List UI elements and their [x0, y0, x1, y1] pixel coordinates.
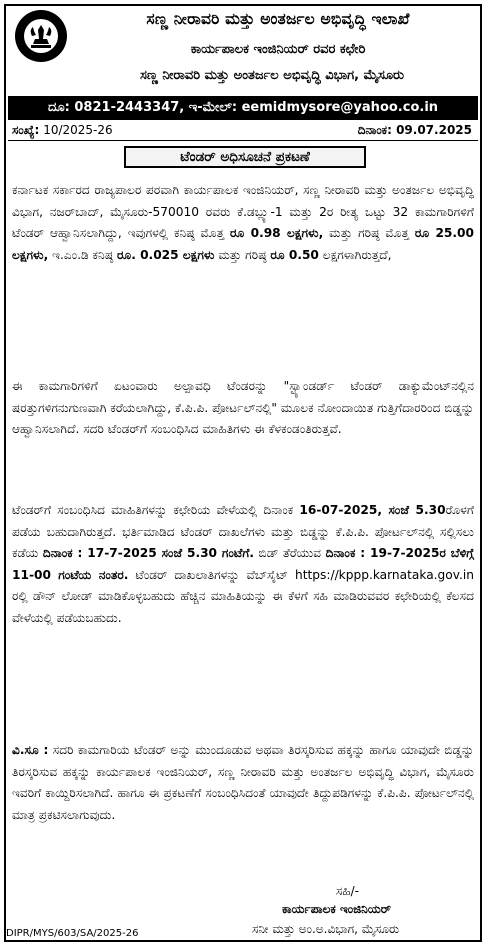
reference-line [8, 120, 478, 141]
contact-bar: ದೂ: 0821-2443347, ಇ-ಮೇಲ್: eemidmysore@yahoo.co.in [8, 96, 478, 120]
reference-date: ದಿನಾಂಕ: 09.07.2025 [357, 123, 472, 137]
signature-sd: ಸಹಿ/- [336, 884, 359, 898]
dipr-reference: DIPR/MYS/603/SA/2025-26 [6, 928, 139, 939]
notice-title: ಟೆಂಡರ್ ಅಧಿಸೂಚನೆ ಪ್ರಕಟಣೆ [124, 146, 366, 168]
reference-number: ಸಂಖ್ಯೆ: 10/2025-26 [12, 123, 113, 137]
paragraph-note: ವಿ.ಸೂ : ಸದರಿ ಕಾಮಗಾರಿಯ ಟೆಂಡರ್ ಅನ್ನು ಮುಂದೂಡುವ ಅಥವಾ ತಿರಸ್ಕರಿಸುವ ಹಕ್ಕನ್ನು ಹಾಗೂ ಯಾವುದೇ ಬಿಡ್ಡನ್ನು ತಿರಸ್ಕರಿಸುವ ಹಕ್ಕನ್ನು ಕಾರ್ಯಪಾಲಕ ಇಂಜಿನಿಯರ್, ಸಣ್ಣ ನೀರಾವರಿ ಮತ್ತು ಅಂತರ್ಜಲ ಅಭಿವೃದ್ಧಿ ವಿಭಾಗ, ಮೈಸೂರು ಇವರಿಗೆ ಕಾಯ್ದಿರಿಸಲಾಗಿದೆ. ಹಾಗೂ ಈ ಪ್ರಕಟಣೆಗೆ ಸಂಬಂಧಿಸಿದಂತೆ ಯಾವುದೇ ತಿದ್ದುಪಡಿಗಳನ್ನು ಕೆ.ಪಿ.ಪಿ. ಪೋರ್ಟಲ್‌ನಲ್ಲಿ ಮಾತ್ರ ಪ್ರಕಟಿಸಲಾಗುವುದು. [12, 743, 474, 822]
signature-office: ಸನೀ ಮತ್ತು ಅಂ.ಅ.ವಿಭಾಗ, ಮೈಸೂರು [252, 922, 400, 936]
paragraph-tender-intro: ಕರ್ನಾಟಕ ಸರ್ಕಾರದ ರಾಜ್ಯಪಾಲರ ಪರವಾಗಿ ಕಾರ್ಯಪಾಲಕ ಇಂಜಿನಿಯರ್, ಸಣ್ಣ ನೀರಾವರಿ ಮತ್ತು ಅಂತರ್ಜಲ ಅಭಿವೃದ್ಧಿ ವಿಭಾಗ, ನಜರ್‌ಬಾದ್, ಮೈಸೂರು-570010 ರವರು ಕೆ.ಡಬ್ಲ್ಯು-1 ಮತ್ತು 2ರ ರೀತ್ಯ ಒಟ್ಟು 32 ಕಾಮಗಾರಿಗಳಿಗೆ ಟೆಂಡರ್ ಆಹ್ವಾನಿಸಲಾಗಿದ್ದು, ಇವುಗಳಲ್ಲಿ ಕನಿಷ್ಠ ಮೊತ್ತ ರೂ 0.98 ಲಕ್ಷಗಳು, ಮತ್ತು ಗರಿಷ್ಠ ಮೊತ್ತ ರೂ 25.00 ಲಕ್ಷಗಳು, ಇ.ಎಂ.ಡಿ ಕನಿಷ್ಠ ರೂ. 0.025 ಲಕ್ಷಗಳು ಮತ್ತು ಗರಿಷ್ಠ ರೂ 0.50 ಲಕ್ಷಗಳಾಗಿರುತ್ತದೆ, [12, 183, 475, 262]
department-title: ಸಣ್ಣ ನೀರಾವರಿ ಮತ್ತು ಅಂತರ್ಜಲ ಅಭಿವೃದ್ಧಿ ಇಲಾಖೆ [146, 10, 410, 28]
paragraph-tender-details: ಈ ಕಾಮಗಾರಿಗಳಿಗೆ ಏಟಂವಾರು ಅಲ್ಪಾವಧಿ ಟೆಂಡರನ್ನು "ಸ್ಟ್ಯಾಂಡರ್ಡ್ ಟೆಂಡರ್ ಡಾಕ್ಯುಮೆಂಟ್‌ನಲ್ಲಿನ ಷರತ್ತುಗಳಿಗನುಗುಣವಾಗಿ ಕರೆಯಲಾಗಿದ್ದು, ಕೆ.ಪಿ.ಪಿ. ಪೋರ್ಟಲ್‌ನಲ್ಲಿ" ಮೂಲಕ ನೋಂದಾಯಿತ ಗುತ್ತಿಗೆದಾರರಿಂದ ಬಿಡ್ಡನ್ನು ಆಹ್ವಾನಿಸಲಾಗಿದೆ. ಸದರಿ ಟೆಂಡರ್‌ಗೆ ಸಂಬಂಧಿಸಿದ ಮಾಹಿತಿಗಳು ಈ ಕೆಳಕಂಡಂತಿರುತ್ತವೆ. [12, 379, 474, 437]
office-name: ಕಾರ್ಯಪಾಲಕ ಇಂಜಿನಿಯರ್ ರವರ ಕಛೇರಿ [190, 42, 366, 57]
letterhead [4, 4, 482, 137]
karnataka-emblem-icon [13, 8, 69, 64]
signature-designation: ಕಾರ್ಯಪಾಲಕ ಇಂಜಿನಿಯರ್ [282, 902, 391, 916]
division-name: ಸಣ್ಣ ನೀರಾವರಿ ಮತ್ತು ಅಂತರ್ಜಲ ಅಭಿವೃದ್ಧಿ ವಿಭಾಗ, ಮೈಸೂರು [139, 68, 405, 83]
paragraph-tender-dates: ಟೆಂಡರ್‌ಗೆ ಸಂಬಂಧಿಸಿದ ಮಾಹಿತಿಗಳನ್ನು ಕಛೇರಿಯ ವೇಳೆಯಲ್ಲಿ ದಿನಾಂಕ 16-07-2025, ಸಂಜೆ 5.30ರೊಳಗೆ ಪಡೆಯ ಬಹುದಾಗಿರುತ್ತದೆ. ಭರ್ತಿಮಾಡಿದ ಟೆಂಡರ್ ದಾಖಲೆಗಳು ಮತ್ತು ಬಿಡ್ಡನ್ನು ಕೆ.ಪಿ.ಪಿ. ಪೋರ್ಟಲ್‌ನಲ್ಲಿ ಸಲ್ಲಿಸಲು ಕಡೆಯ ದಿನಾಂಕ : 17-7-2025 ಸಂಜೆ 5.30 ಗಂಟೆಗೆ. ಬಿಡ್ ತೆರೆಯುವ ದಿನಾಂಕ : 19-7-2025ರ ಬೆಳಿಗ್ಗೆ 11-00 ಗಂಟೆಯ ನಂತರ. ಟೆಂಡರ್ ದಾಖಲಾತಿಗಳನ್ನು ವೆಬ್‌ಸೈಟ್ https://kppp.karnataka.gov.in ರಲ್ಲಿ ಡೌನ್ ಲೋಡ್ ಮಾಡಿಕೊಳ್ಳಬಹುದು ಹೆಚ್ಚಿನ ಮಾಹಿತಿಯನ್ನು ಈ ಕೆಳಗೆ ಸಹಿ ಮಾಡಿರುವವರ ಕಛೇರಿಯಲ್ಲಿ ಕೆಲಸದ ವೇಳೆಯಲ್ಲಿ ಪಡೆಯಬಹುದು. [12, 503, 474, 625]
